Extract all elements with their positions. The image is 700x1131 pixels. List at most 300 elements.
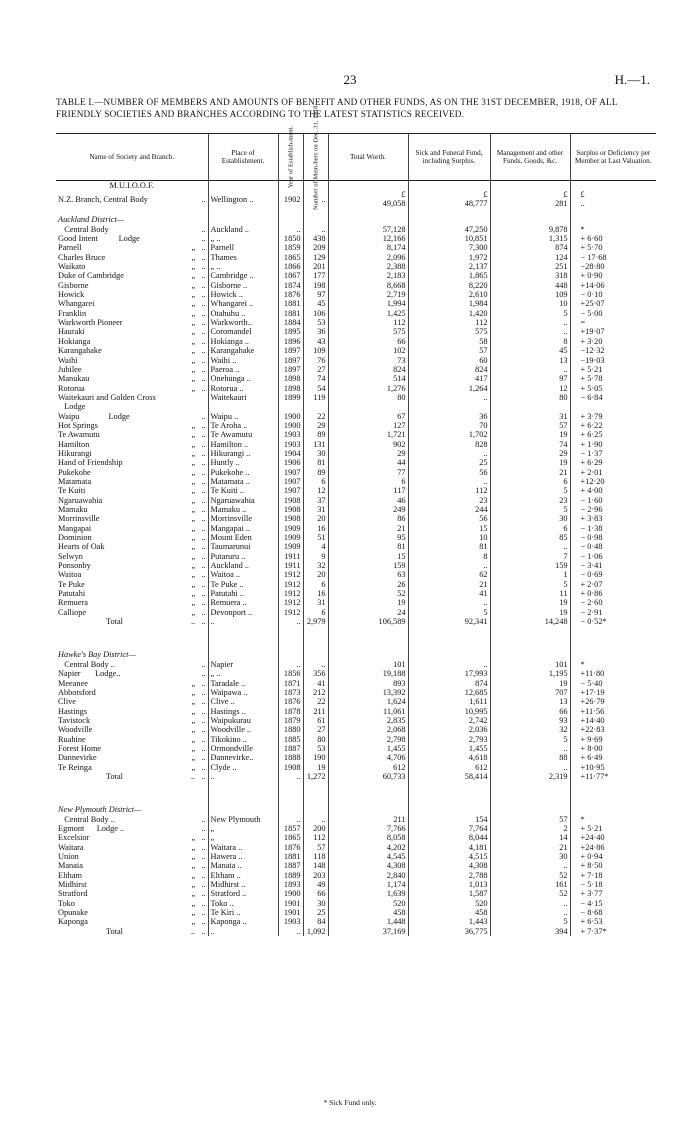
cell-total-worth: 46 (328, 496, 408, 505)
cell-surplus: − 1·38 (570, 524, 656, 533)
cell-members: 84 (303, 917, 328, 926)
cell-surplus: +11·80 (570, 669, 656, 678)
cell-sick-fund: 824 (408, 365, 490, 374)
cell-management-fund: 874 (490, 243, 570, 252)
cell-year: 1897 (278, 356, 303, 365)
lodge-mark: „ .. (191, 579, 206, 589)
cell-management-fund: 13 (490, 697, 570, 706)
table-row (56, 852, 656, 861)
cell-management-fund: 30 (490, 514, 570, 523)
cell-total-worth: 520 (328, 899, 408, 908)
cell-year: 1865 (278, 253, 303, 262)
cell-management-fund (490, 650, 570, 659)
table-row (56, 660, 656, 669)
lodge-mark: „ .. (191, 908, 206, 918)
cell-management-fund: 19 (490, 679, 570, 688)
cell-sick-fund: 23 (408, 496, 490, 505)
cell-management-fund: 318 (490, 271, 570, 280)
cell-year: 1856 (278, 669, 303, 678)
cell-management-fund (490, 181, 570, 191)
cell-place: Hamilton .. (208, 440, 278, 449)
cell-year: 1903 (278, 917, 303, 926)
cell-year: 1900 (278, 412, 303, 421)
cell-management-fund: 1,195 (490, 669, 570, 678)
cell-surplus: − 2·91 (570, 608, 656, 617)
cell-management-fund: 11 (490, 589, 570, 598)
cell-sick-fund: 7,764 (408, 824, 490, 833)
lodge-mark: .. .. (190, 926, 206, 936)
cell-year: 1884 (278, 318, 303, 327)
cell-total-worth: 60,733 (328, 772, 408, 781)
cell-year: 1889 (278, 871, 303, 880)
cell-surplus: + 7·37* (570, 927, 656, 936)
cell-name: New Plymouth District— (58, 805, 142, 815)
table-row (56, 871, 656, 880)
lodge-mark: .. (201, 823, 206, 833)
cell-year: 1866 (278, 262, 303, 271)
table-row (56, 440, 656, 449)
cell-total-worth: 112 (328, 318, 408, 327)
cell-total-worth: 13,392 (328, 688, 408, 697)
cell-management-fund: 74 (490, 440, 570, 449)
cell-management-fund: .. (490, 365, 570, 374)
cell-place: Toko .. (208, 899, 278, 908)
cell-place: Ormondville (208, 744, 278, 753)
table-row (56, 561, 656, 570)
cell-place: Paeroa .. (208, 365, 278, 374)
cell-sick-fund (408, 650, 490, 659)
cell-year: 1911 (278, 552, 303, 561)
lodge-mark: „ .. (191, 870, 206, 880)
table-row (56, 309, 656, 318)
cell-management-fund: 85 (490, 533, 570, 542)
cell-year: 1909 (278, 524, 303, 533)
cell-total-worth: 575 (328, 327, 408, 336)
cell-year: 1901 (278, 899, 303, 908)
cell-name: Pukekohe „ .. (58, 467, 206, 477)
table-row (56, 889, 656, 898)
cell-year: 1907 (278, 477, 303, 486)
table-row (56, 861, 656, 870)
spacer-cell (408, 208, 490, 215)
cell-sick-fund: 154 (408, 815, 490, 824)
cell-place: .. (208, 772, 278, 781)
cell-name: Total .. .. (106, 617, 206, 627)
spacer-cell (570, 626, 656, 650)
lodge-mark: .. (201, 669, 206, 679)
cell-year: 1900 (278, 889, 303, 898)
lodge-mark: „ .. (191, 589, 206, 599)
cell-name: Parnell „ .. (58, 243, 206, 253)
cell-name: Jubilee „ .. (58, 364, 206, 374)
cell-name: Auckland District— (58, 215, 125, 225)
cell-name: Central Body .. (58, 224, 206, 234)
cell-year: 1879 (278, 716, 303, 725)
lodge-mark: „ .. (191, 336, 206, 346)
cell-place: Clive .. (208, 697, 278, 706)
cell-members: 106 (303, 309, 328, 318)
cell-year: 1893 (278, 880, 303, 889)
table-row (56, 843, 656, 852)
cell-year: 1874 (278, 281, 303, 290)
cell-total-worth: 4,308 (328, 861, 408, 870)
cell-surplus: − 0·48 (570, 542, 656, 551)
cell-sick-fund: 8 (408, 552, 490, 561)
cell-surplus: + 1·90 (570, 440, 656, 449)
cell-sick-fund: 112 (408, 486, 490, 495)
spacer-cell (56, 626, 208, 650)
table-row (56, 824, 656, 833)
lodge-mark: „ .. (191, 607, 206, 617)
lodge-mark: „ .. (191, 514, 206, 524)
cell-name: Hot Springs „ .. (58, 420, 206, 430)
cell-members: 30 (303, 449, 328, 458)
spacer-cell (408, 781, 490, 805)
cell-name: Meeanee „ .. (58, 678, 206, 688)
cell-management-fund: .. (490, 763, 570, 772)
cell-place: Remuera .. (208, 598, 278, 607)
table-row (56, 299, 656, 308)
cell-sick-fund: .. (408, 561, 490, 570)
table-row (56, 365, 656, 374)
cell-year: 1909 (278, 542, 303, 551)
table-row (56, 496, 656, 505)
cell-management-fund: 161 (490, 880, 570, 889)
cell-name: Total .. .. (106, 926, 206, 936)
cell-year: 1908 (278, 505, 303, 514)
cell-members: 212 (303, 688, 328, 697)
cell-place: Howick .. (208, 290, 278, 299)
cell-management-fund: 19 (490, 458, 570, 467)
table-row (56, 421, 656, 430)
lodge-mark: „ .. (191, 917, 206, 927)
page-number: 23 (343, 72, 357, 87)
spacer-cell (570, 781, 656, 805)
cell-members: 438 (303, 234, 328, 243)
lodge-mark: „ .. (191, 533, 206, 543)
table-row (56, 505, 656, 514)
cell-year: .. (278, 815, 303, 824)
table-row (56, 271, 656, 280)
cell-sick-fund: 56 (408, 468, 490, 477)
cell-surplus: + 3·20 (570, 337, 656, 346)
cell-management-fund: 6 (490, 524, 570, 533)
cell-surplus: + 3·77 (570, 889, 656, 898)
cell-name: Kaponga „ .. (58, 917, 206, 927)
cell-sick-fund: .. (408, 449, 490, 458)
lodge-mark: „ .. (191, 561, 206, 571)
cell-name: Stratford „ .. (58, 889, 206, 899)
lodge-mark: „ .. (191, 290, 206, 300)
cell-name: Clive „ .. (58, 697, 206, 707)
lodge-mark: „ .. (191, 678, 206, 688)
table-row (56, 833, 656, 842)
spacer-cell (490, 781, 570, 805)
cell-surplus: + 4·00 (570, 486, 656, 495)
cell-management-fund: 30 (490, 852, 570, 861)
cell-members: 118 (303, 852, 328, 861)
cell-management-fund: 14,248 (490, 617, 570, 626)
lodge-mark: „ .. (191, 243, 206, 253)
cell-surplus: + 6·25 (570, 430, 656, 439)
lodge-mark: .. (201, 234, 206, 244)
lodge-mark: „ .. (191, 551, 206, 561)
cell-place (208, 215, 278, 224)
cell-surplus: + 9·69 (570, 735, 656, 744)
cell-members: 49 (303, 880, 328, 889)
cell-year: 1912 (278, 589, 303, 598)
cell-total-worth: 26 (328, 580, 408, 589)
cell-management-fund: 5 (490, 309, 570, 318)
cell-year: 1907 (278, 486, 303, 495)
cell-members: 201 (303, 262, 328, 271)
cell-year: 1904 (278, 449, 303, 458)
cell-name: Waihi „ .. (58, 355, 206, 365)
cell-year: 1908 (278, 496, 303, 505)
table-row (56, 449, 656, 458)
table-row (56, 477, 656, 486)
cell-sick-fund: 47,250 (408, 225, 490, 234)
cell-members: 57 (303, 843, 328, 852)
cell-total-worth: 2,719 (328, 290, 408, 299)
cell-total-worth: 24 (328, 608, 408, 617)
cell-place: Te Awamutu (208, 430, 278, 439)
cell-place (208, 181, 278, 191)
cell-name: Central Body .. .. (58, 659, 206, 669)
table-row (56, 190, 656, 208)
cell-sick-fund: 874 (408, 679, 490, 688)
cell-surplus: + 6·22 (570, 421, 656, 430)
cell-surplus: + 0·86 (570, 589, 656, 598)
cell-surplus: − 4·15 (570, 899, 656, 908)
cell-year: 1900 (278, 421, 303, 430)
cell-year: 1871 (278, 679, 303, 688)
cell-place: Thames (208, 253, 278, 262)
cell-sick-fund (408, 805, 490, 814)
cell-place: Matamata .. (208, 477, 278, 486)
cell-total-worth: 1,276 (328, 384, 408, 393)
cell-sick-fund: 4,181 (408, 843, 490, 852)
cell-sick-fund: 1,443 (408, 917, 490, 926)
cell-name: Excelsior „ .. (58, 833, 206, 843)
cell-members: 148 (303, 861, 328, 870)
cell-management-fund: 394 (490, 927, 570, 936)
cell-place: Taradale .. (208, 679, 278, 688)
cell-management-fund: 12 (490, 384, 570, 393)
cell-place: Parnell (208, 243, 278, 252)
cell-year: 1898 (278, 374, 303, 383)
cell-name: Dominion „ .. (58, 533, 206, 543)
cell-place: Te Aroha .. (208, 421, 278, 430)
lodge-mark: „ .. (191, 734, 206, 744)
cell-sick-fund: 10 (408, 533, 490, 542)
cell-name: Franklin „ .. (58, 308, 206, 318)
cell-members: 6 (303, 477, 328, 486)
cell-year: .. (278, 660, 303, 669)
table-row (56, 412, 656, 421)
cell-surplus: − 0·10 (570, 290, 656, 299)
cell-surplus: − 5·40 (570, 679, 656, 688)
cell-name: Hand of Friendship „ .. (58, 458, 206, 468)
cell-members: 4 (303, 542, 328, 551)
cell-surplus: +12·20 (570, 477, 656, 486)
spacer-cell (56, 781, 208, 805)
cell-members: 6 (303, 580, 328, 589)
table-row (56, 374, 656, 383)
cell-surplus: = (570, 318, 656, 327)
cell-members: 41 (303, 679, 328, 688)
cell-name: Te Puke „ .. (58, 579, 206, 589)
cell-place: Otahuhu .. (208, 309, 278, 318)
cell-total-worth: 127 (328, 421, 408, 430)
lodge-mark: „ .. (191, 706, 206, 716)
lodge-mark: „ .. (191, 697, 206, 707)
cell-members: 97 (303, 290, 328, 299)
cell-surplus: * (570, 815, 656, 824)
cell-members (303, 402, 328, 411)
cell-sick-fund: 2,742 (408, 716, 490, 725)
cell-members: 6 (303, 608, 328, 617)
spacer-cell (303, 626, 328, 650)
cell-total-worth: 2,798 (328, 735, 408, 744)
cell-name: Matamata „ .. (58, 476, 206, 486)
spacer-row (56, 781, 656, 805)
cell-year: 1885 (278, 735, 303, 744)
cell-year: 1903 (278, 440, 303, 449)
cell-name: Forest Home „ .. (58, 743, 206, 753)
cell-management-fund (490, 215, 570, 224)
lodge-mark: „ .. (191, 570, 206, 580)
lodge-mark: .. (201, 411, 206, 421)
cell-surplus: +14·40 (570, 716, 656, 725)
cell-place: New Plymouth (208, 815, 278, 824)
cell-year: 1912 (278, 570, 303, 579)
cell-sick-fund: 4,308 (408, 861, 490, 870)
cell-place: Waihi .. (208, 356, 278, 365)
cell-place: Putaruru .. (208, 552, 278, 561)
cell-name: Opunake „ .. (58, 908, 206, 918)
cell-place: Waitara .. (208, 843, 278, 852)
table-row (56, 880, 656, 889)
lodge-mark: „ .. (191, 762, 206, 772)
cell-total-worth: 2,183 (328, 271, 408, 280)
cell-place: Waipu .. (208, 412, 278, 421)
cell-surplus: +17·19 (570, 688, 656, 697)
cell-total-worth: 2,388 (328, 262, 408, 271)
cell-total-worth: 81 (328, 542, 408, 551)
cell-sick-fund: 17,993 (408, 669, 490, 678)
lodge-mark: „ .. (191, 271, 206, 281)
cell-members: 198 (303, 281, 328, 290)
cell-name: Te Kuiti „ .. (58, 486, 206, 496)
cell-members: 32 (303, 561, 328, 570)
cell-members: 81 (303, 458, 328, 467)
cell-members: 211 (303, 707, 328, 716)
cell-total-worth: £ 49,058 (328, 190, 408, 208)
cell-name: Napier Lodge.. .. (58, 669, 206, 679)
table-row (56, 234, 656, 243)
cell-management-fund: 52 (490, 889, 570, 898)
cell-management-fund: 97 (490, 374, 570, 383)
cell-name: Warkworth Pioneer „ .. (58, 318, 206, 328)
cell-year: 1850 (278, 234, 303, 243)
cell-sick-fund: 25 (408, 458, 490, 467)
cell-management-fund: .. (490, 327, 570, 336)
cell-management-fund: 93 (490, 716, 570, 725)
cell-surplus: −19·03 (570, 356, 656, 365)
cell-total-worth: 1,721 (328, 430, 408, 439)
cell-members: 129 (303, 253, 328, 262)
cell-year: 1859 (278, 243, 303, 252)
table-row (56, 908, 656, 917)
cell-management-fund: 124 (490, 253, 570, 262)
total-row (56, 772, 656, 781)
table-row (56, 598, 656, 607)
spacer-cell (570, 208, 656, 215)
cell-year: 1908 (278, 763, 303, 772)
cell-surplus: +14·06 (570, 281, 656, 290)
cell-place: Patutahi .. (208, 589, 278, 598)
cell-management-fund: 52 (490, 871, 570, 880)
lodge-mark: „ .. (191, 280, 206, 290)
cell-name: Eltham „ .. (58, 870, 206, 880)
cell-place: Huntly .. (208, 458, 278, 467)
cell-surplus: +10·95 (570, 763, 656, 772)
cell-members: 74 (303, 374, 328, 383)
cell-total-worth: 12,166 (328, 234, 408, 243)
cell-total-worth: 63 (328, 570, 408, 579)
lodge-mark: „ .. (191, 262, 206, 272)
cell-surplus (570, 650, 656, 659)
cell-year: 1876 (278, 290, 303, 299)
cell-total-worth (328, 215, 408, 224)
cell-management-fund: 10 (490, 299, 570, 308)
cell-year: 1880 (278, 725, 303, 734)
cell-name: Ponsonby „ .. (58, 561, 206, 571)
cell-sick-fund: 458 (408, 908, 490, 917)
cell-management-fund: 5 (490, 735, 570, 744)
cell-place: Coromandel (208, 327, 278, 336)
cell-name: Duke of Cambridge „ .. (58, 271, 206, 281)
cell-management-fund: 57 (490, 421, 570, 430)
cell-surplus: +22·83 (570, 725, 656, 734)
cell-total-worth: 52 (328, 589, 408, 598)
cell-place: Kaponga .. (208, 917, 278, 926)
table-row (56, 281, 656, 290)
cell-total-worth (328, 181, 408, 191)
cell-management-fund: 9,878 (490, 225, 570, 234)
cell-name: M.U.I.O.O.F. (109, 181, 155, 190)
lodge-mark: .. .. (190, 771, 206, 781)
lodge-mark: „ .. (191, 889, 206, 899)
table-row (56, 533, 656, 542)
cell-place: Morrinsville (208, 514, 278, 523)
cell-name: Lodge (58, 402, 86, 412)
cell-name: Hikurangi „ .. (58, 448, 206, 458)
lodge-mark: „ .. (191, 833, 206, 843)
cell-management-fund: 5 (490, 917, 570, 926)
table-row (56, 725, 656, 734)
cell-year: 1912 (278, 608, 303, 617)
lodge-mark: „ .. (191, 743, 206, 753)
cell-name: Ruahine „ .. (58, 734, 206, 744)
cell-management-fund: .. (490, 861, 570, 870)
cell-members: 31 (303, 505, 328, 514)
lodge-mark: „ .. (191, 753, 206, 763)
cell-name: Hastings „ .. (58, 706, 206, 716)
cell-management-fund: 32 (490, 725, 570, 734)
cell-surplus (570, 805, 656, 814)
